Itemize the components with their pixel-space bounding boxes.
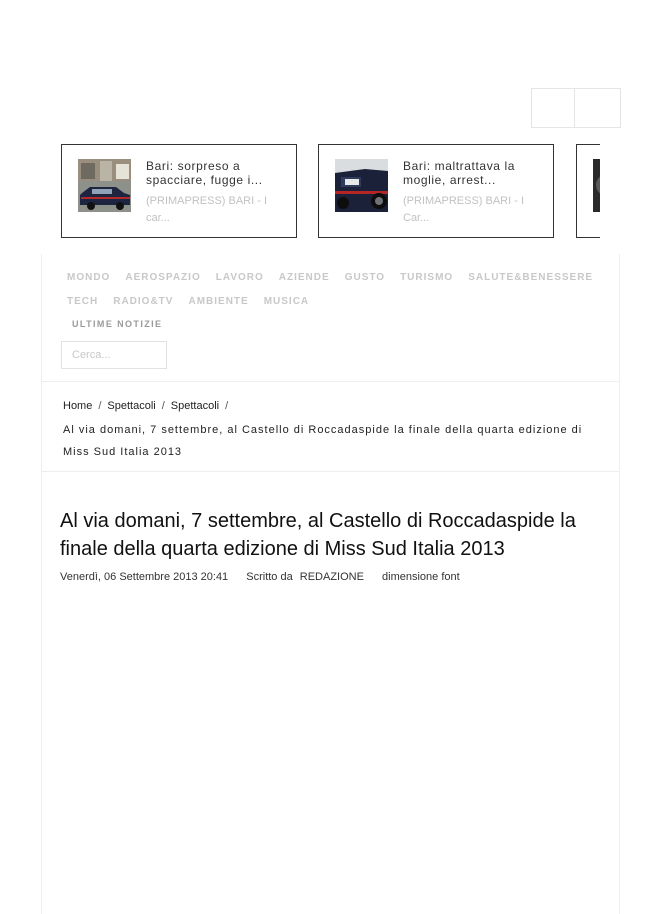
car-photo-icon xyxy=(78,159,131,212)
article-author[interactable]: REDAZIONE xyxy=(299,571,364,583)
article-meta xyxy=(60,571,475,583)
ticker-card-excerpt: (PRIMAPRESS) BARI - I Car... xyxy=(403,195,525,224)
breadcrumb-separator: / xyxy=(98,400,102,412)
breadcrumb-links xyxy=(63,398,234,414)
search-input[interactable] xyxy=(61,341,167,369)
nav-item-radio-tv[interactable]: RADIO&TV xyxy=(113,296,174,307)
article-date: Venerdì, 06 Settembre 2013 20:41 xyxy=(60,571,229,583)
main-container xyxy=(41,254,620,914)
news-ticker xyxy=(0,144,600,238)
photo-icon xyxy=(593,159,600,212)
header-icon-boxes xyxy=(531,88,621,128)
nav-latest-news[interactable]: ULTIME NOTIZIE xyxy=(72,319,163,329)
nav-item-ambiente[interactable]: AMBIENTE xyxy=(188,296,249,307)
nav-item-tech[interactable]: TECH xyxy=(67,296,99,307)
ticker-card-title[interactable]: Bari: sorpreso a spacciare, fugge i... xyxy=(146,159,263,187)
ticker-thumbnail[interactable] xyxy=(78,159,131,212)
breadcrumb-spettacoli[interactable]: Spettacoli xyxy=(107,400,156,412)
ticker-thumbnail[interactable] xyxy=(335,159,388,212)
header-box-right[interactable] xyxy=(575,88,621,128)
written-by-label: Scritto da xyxy=(246,571,293,583)
ticker-thumbnail[interactable] xyxy=(593,159,600,212)
ticker-card[interactable] xyxy=(61,144,297,238)
nav-item-gusto[interactable]: GUSTO xyxy=(344,272,386,283)
ticker-card-title[interactable]: Bari: maltrattava la moglie, arrest... xyxy=(403,159,516,187)
nav-item-lavoro[interactable]: LAVORO xyxy=(215,272,264,283)
nav-item-aziende[interactable]: AZIENDE xyxy=(278,272,330,283)
breadcrumb-current: Al via domani, 7 settembre, al Castello di Roccadaspide la finale della quarta edizione di Miss Sud Italia 2013 xyxy=(63,424,583,458)
main-navigation xyxy=(67,270,607,332)
breadcrumb-home[interactable]: Home xyxy=(63,400,93,412)
nav-menu xyxy=(67,270,607,310)
breadcrumb xyxy=(42,381,619,472)
ticker-card[interactable] xyxy=(318,144,554,238)
nav-item-aerospazio[interactable]: AEROSPAZIO xyxy=(125,272,201,283)
nav-item-mondo[interactable]: MONDO xyxy=(67,272,111,283)
breadcrumb-separator: / xyxy=(225,400,229,412)
breadcrumb-spettacoli-sub[interactable]: Spettacoli xyxy=(170,400,220,412)
ticker-card[interactable] xyxy=(576,144,600,238)
nav-item-salute-benessere[interactable]: SALUTE&BENESSERE xyxy=(468,272,594,283)
nav-item-turismo[interactable]: TURISMO xyxy=(400,272,454,283)
header-box-left[interactable] xyxy=(531,88,575,128)
police-car-photo-icon xyxy=(335,159,388,212)
nav-item-musica[interactable]: MUSICA xyxy=(263,296,310,307)
font-size-control[interactable]: dimensione font xyxy=(382,571,460,583)
breadcrumb-separator: / xyxy=(161,400,165,412)
article-title: Al via domani, 7 settembre, al Castello di Roccadaspide la finale della quarta edizione di Miss Sud Italia 2013 xyxy=(60,510,576,560)
ticker-card-excerpt: (PRIMAPRESS) BARI - I car... xyxy=(146,195,268,224)
